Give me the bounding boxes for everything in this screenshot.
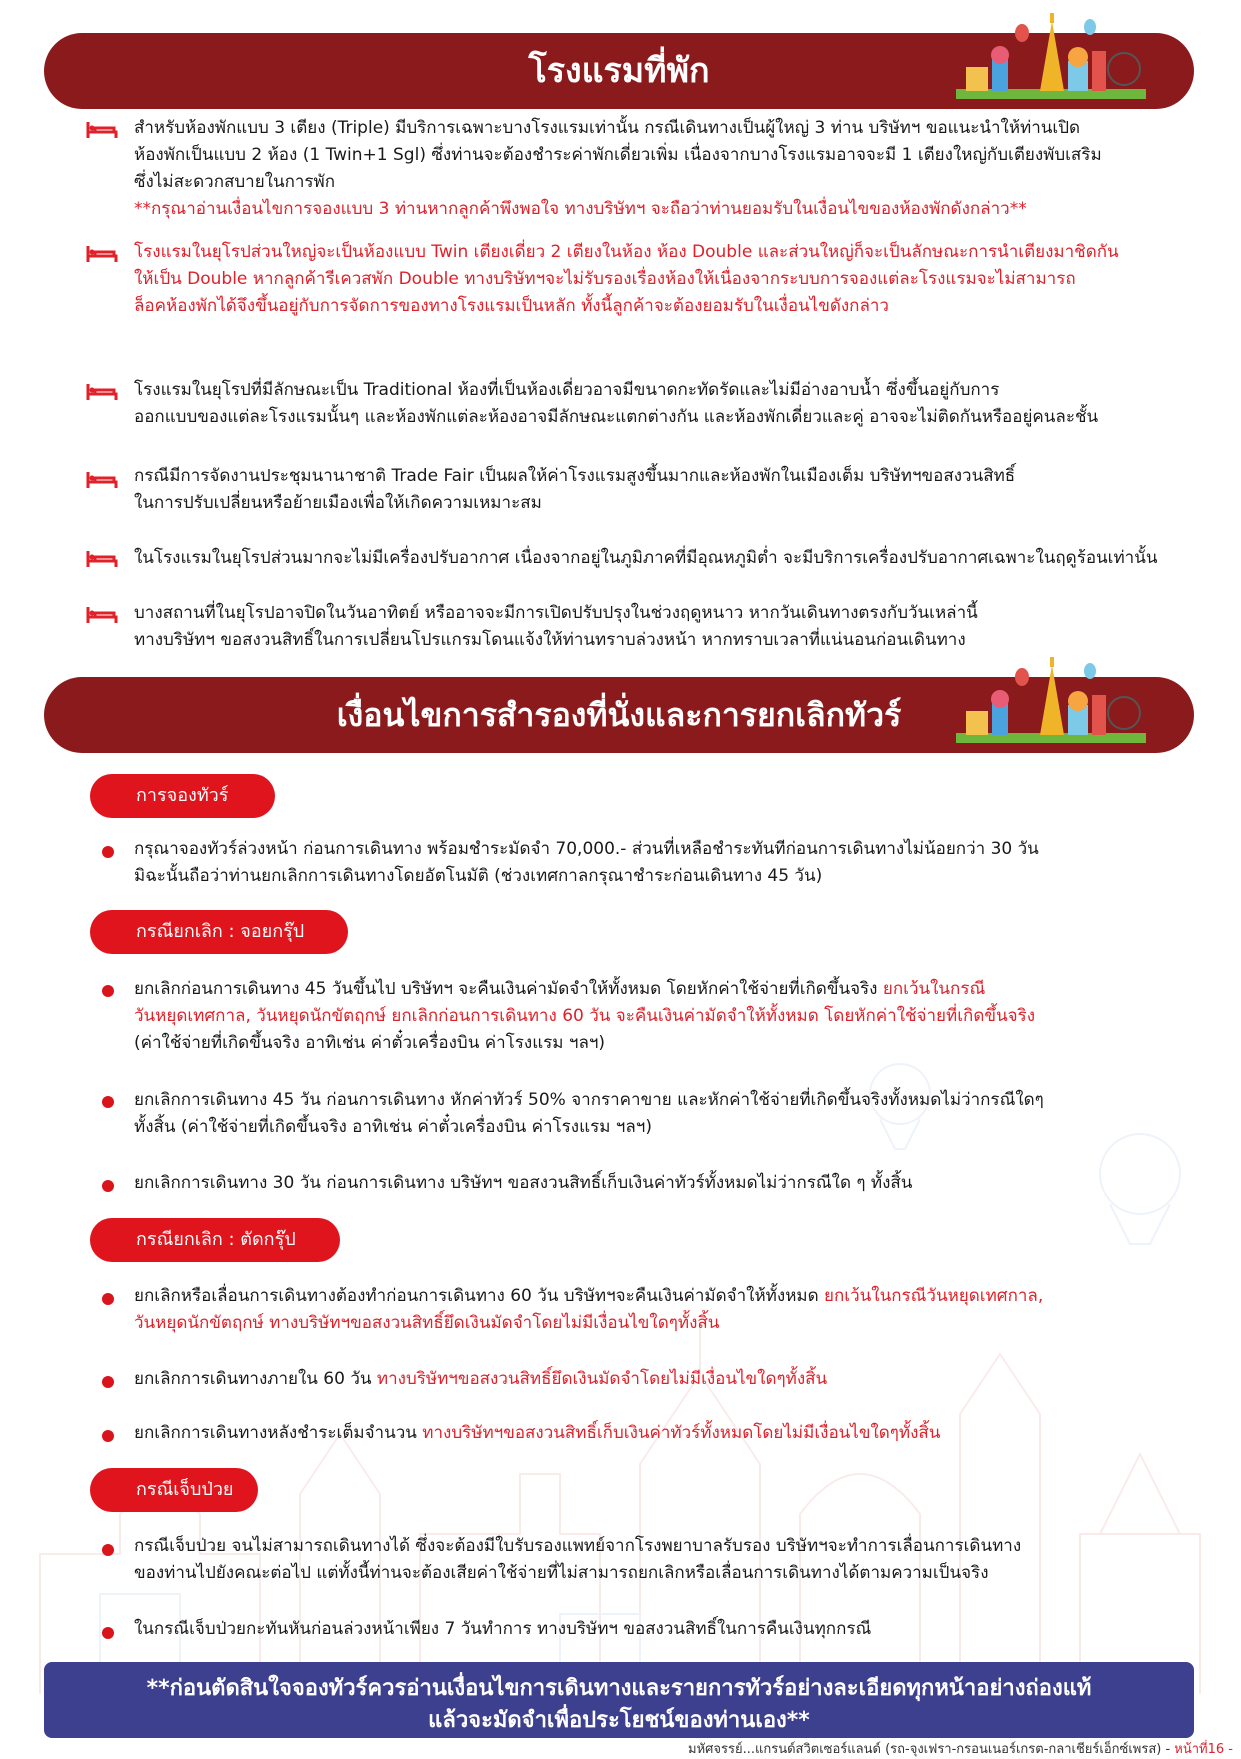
cancel-section-title: เงื่อนไขการสำรองที่นั่งและการยกเลิกทัวร์ (336, 696, 902, 734)
item-line (134, 1003, 1199, 1030)
footer-notice-line2: แล้วจะมัดจำเพื่อประโยชน์ของท่านเอง** (428, 1708, 810, 1733)
hotel-item (134, 463, 1199, 517)
hotel-section-banner (44, 33, 1194, 109)
item-text: ยกเลิกหรือเลื่อนการเดินทางต้องทำก่อนการเดินทาง 60 วัน บริษัทฯจะคืนเงินค่ามัดจำให้ทั้งหมด (134, 1286, 825, 1306)
item-line: ล็อคห้องพักได้จึงขึ้นอยู่กับการจัดการของทางโรงแรมเป็นหลัก ทั้งนี้ลูกค้าจะต้องยอมรับในเงื่อนไขดังกล่าว (134, 296, 889, 316)
hotel-item (134, 600, 1199, 654)
bullet-dot (102, 1096, 114, 1108)
item-text-highlight: ยกเว้นในกรณี (882, 979, 986, 999)
page-credit (688, 1738, 1233, 1759)
item-text: กรณีเจ็บป่วย จนไม่สามารถเดินทางได้ ซึ่งจะต้องมีใบรับรองแพทย์จากโรงพยาบาลรับรอง บริษัทฯจะทำการเลื่อนการเดินทาง (134, 1536, 1022, 1556)
bullet-dot (102, 1376, 114, 1388)
page-number: หน้าที่16 - (1174, 1742, 1233, 1757)
condition-item (134, 1087, 1199, 1141)
hotel-item (134, 239, 1199, 320)
item-line (134, 1087, 1199, 1114)
condition-item (134, 1420, 1199, 1447)
item-line: ในโรงแรมในยุโรปส่วนมากจะไม่มีเครื่องปรับอากาศ เนื่องจากอยู่ในภูมิภาคที่มีอุณหภูมิต่ำ จะมีบริการเครื่องปรับอากาศเฉพาะในฤดูร้อนเท่านั้น (134, 548, 1158, 568)
group-label-join-cancel: กรณียกเลิก : จอยกรุ๊ป (90, 910, 348, 954)
item-text-highlight: ทางบริษัทฯขอสงวนสิทธิ์ยึดเงินมัดจำโดยไม่มีเงื่อนไขใดๆทั้งสิ้น (376, 1369, 828, 1389)
bullet-dot (102, 1293, 114, 1305)
hotel-section-title: โรงแรมที่พัก (528, 51, 710, 91)
bed-icon (86, 605, 118, 625)
footer-notice-line1: **ก่อนตัดสินใจจองทัวร์ควรอ่านเงื่อนไขการเดินทางและรายการทัวร์อย่างละเอียดทุกหน้าอย่างถ่องแท้ (146, 1676, 1092, 1701)
bullet-dot (102, 1544, 114, 1556)
item-line: ออกแบบของแต่ละโรงแรมนั้นๆ และห้องพักแต่ละห้องอาจมีลักษณะแตกต่างกัน และห้องพักเดี่ยวและคู่ อาจจะไม่ติดกันหรืออยู่คนละชั้น (134, 407, 1099, 427)
item-text: ยกเลิกการเดินทางภายใน 60 วัน (134, 1369, 377, 1389)
item-text: ยกเลิกการเดินทาง 30 วัน ก่อนการเดินทาง บริษัทฯ ขอสงวนสิทธิ์เก็บเงินค่าทัวร์ทั้งหมดไม่ว่ากรณีใด ๆ ทั้งสิ้น (134, 1173, 913, 1193)
item-text: กรุณาจองทัวร์ล่วงหน้า ก่อนการเดินทาง พร้อมชำระมัดจำ 70,000.- ส่วนที่เหลือชำระทันทีก่อนการเดินทางไม่น้อยกว่า 30 วัน (134, 839, 1039, 859)
footer-notice (44, 1662, 1194, 1738)
item-text: ในกรณีเจ็บป่วยกะทันหันก่อนล่วงหน้าเพียง 7 วันทำการ ทางบริษัทฯ ขอสงวนสิทธิ์ในการคืนเงินทุกกรณี (134, 1619, 872, 1639)
item-line (134, 836, 1199, 863)
condition-item (134, 1170, 1199, 1197)
item-text: ยกเลิกการเดินทางหลังชำระเต็มจำนวน (134, 1423, 423, 1443)
item-line: ทางบริษัทฯ ขอสงวนสิทธิ์ในการเปลี่ยนโปรแกรมโดนแจ้งให้ท่านทราบล่วงหน้า หากทราบเวลาที่แน่นอนก่อนเดินทาง (134, 630, 966, 650)
item-line (134, 1533, 1199, 1560)
bed-icon (86, 120, 118, 140)
item-line (134, 976, 1199, 1003)
bullet-dot (102, 1627, 114, 1639)
bullet-dot (102, 985, 114, 997)
item-line (134, 1310, 1199, 1337)
condition-item (134, 1616, 1199, 1643)
item-text: ของท่านไปยังคณะต่อไป แต่ทั้งนี้ท่านจะต้องเสียค่าใช้จ่ายที่ไม่สามารถยกเลิกหรือเลื่อนการเดินทางได้ตามความเป็นจริง (134, 1563, 989, 1583)
group-label-illness: กรณีเจ็บป่วย (90, 1468, 258, 1512)
travel-landmarks-illustration (956, 11, 1146, 107)
item-line: โรงแรมในยุโรปที่มีลักษณะเป็น Traditional ห้องที่เป็นห้องเดี่ยวอาจมีขนาดกะทัดรัดและไม่มีอ่างอาบน้ำ ซึ่งขึ้นอยู่กับการ (134, 380, 1000, 400)
item-text: (ค่าใช้จ่ายที่เกิดขึ้นจริง อาทิเช่น ค่าตั๋วเครื่องบิน ค่าโรงแรม ฯลฯ) (134, 1033, 606, 1053)
item-text: ยกเลิกก่อนการเดินทาง 45 วันขึ้นไป บริษัทฯ จะคืนเงินค่ามัดจำให้ทั้งหมด โดยหักค่าใช้จ่ายที่เกิดขึ้นจริง (134, 979, 883, 999)
item-text-highlight: วันหยุดเทศกาล, วันหยุดนักขัตฤกษ์ ยกเลิกก่อนการเดินทาง 60 วัน จะคืนเงินค่ามัดจำให้ทั้งหมด โดยหักค่าใช้จ่ายที่เกิดขึ้นจริง (134, 1006, 1035, 1026)
item-line: โรงแรมในยุโรปส่วนใหญ่จะเป็นห้องแบบ Twin เตียงเดี่ยว 2 เตียงในห้อง ห้อง Double และส่วนใหญ่ก็จะเป็นลักษณะการนำเตียงมาชิดกัน (134, 242, 1119, 262)
bed-icon (86, 470, 118, 490)
item-text: มิฉะนั้นถือว่าท่านยกเลิกการเดินทางโดยอัตโนมัติ (ช่วงเทศกาลกรุณาชำระก่อนเดินทาง 45 วัน) (134, 866, 823, 886)
item-line: ในการปรับเปลี่ยนหรือย้ายเมืองเพื่อให้เกิดความเหมาะสม (134, 493, 542, 513)
item-text: ทั้งสิ้น (ค่าใช้จ่ายที่เกิดขึ้นจริง อาทิเช่น ค่าตั๋วเครื่องบิน ค่าโรงแรม ฯลฯ) (134, 1117, 652, 1137)
condition-item (134, 1283, 1199, 1337)
item-line: ซึ่งไม่สะดวกสบายในการพัก (134, 172, 336, 192)
item-line (134, 863, 1199, 890)
group-label-cut-cancel: กรณียกเลิก : ตัดกรุ๊ป (90, 1218, 340, 1262)
item-line (134, 1283, 1199, 1310)
item-line: **กรุณาอ่านเงื่อนไขการจองแบบ 3 ท่านหากลูกค้าพึงพอใจ ทางบริษัทฯ จะถือว่าท่านยอมรับในเงื่อนไขของห้องพักดังกล่าว** (134, 199, 1027, 219)
item-line (134, 1616, 1199, 1643)
item-text-highlight: ยกเว้นในกรณีวันหยุดเทศกาล, (824, 1286, 1044, 1306)
item-line (134, 1170, 1199, 1197)
travel-landmarks-illustration (956, 655, 1146, 751)
item-line: ห้องพักเป็นแบบ 2 ห้อง (1 Twin+1 Sgl) ซึ่งท่านจะต้องชำระค่าพักเดี่ยวเพิ่ม เนื่องจากบางโรงแรมอาจจะมี 1 เตียงใหญ่กับเตียงพับเสริม (134, 145, 1102, 165)
condition-item (134, 836, 1199, 890)
item-line: ให้เป็น Double หากลูกค้ารีเควสพัก Double ทางบริษัทฯจะไม่รับรองเรื่องห้องให้เนื่องจากระบบการจองแต่ละโรงแรมจะไม่สามารถ (134, 269, 1076, 289)
item-line (134, 1366, 1199, 1393)
item-line (134, 1030, 1199, 1057)
item-text-highlight: วันหยุดนักขัตฤกษ์ ทางบริษัทฯขอสงวนสิทธิ์ยึดเงินมัดจำโดยไม่มีเงื่อนไขใดๆทั้งสิ้น (134, 1313, 720, 1333)
bullet-dot (102, 1180, 114, 1192)
bed-icon (86, 382, 118, 402)
hotel-item (134, 377, 1199, 431)
bed-icon (86, 244, 118, 264)
item-line (134, 1114, 1199, 1141)
item-line: สำหรับห้องพักแบบ 3 เตียง (Triple) มีบริการเฉพาะบางโรงแรมเท่านั้น กรณีเดินทางเป็นผู้ใหญ่ 3 ท่าน บริษัทฯ ขอแนะนำให้ท่านเปิด (134, 118, 1081, 138)
item-text-highlight: ทางบริษัทฯขอสงวนสิทธิ์เก็บเงินค่าทัวร์ทั้งหมดโดยไม่มีเงื่อนไขใดๆทั้งสิ้น (422, 1423, 941, 1443)
bullet-dot (102, 1430, 114, 1442)
program-name: มหัศจรรย์...แกรนด์สวิตเซอร์แลนด์ (รถ-จุงเฟรา-กรอนเนอร์เกรต-กลาเชียร์เอ็กซ์เพรส) - (688, 1742, 1175, 1757)
group-label-booking: การจองทัวร์ (90, 774, 275, 818)
cancel-section-banner (44, 677, 1194, 753)
condition-item (134, 976, 1199, 1057)
condition-item (134, 1533, 1199, 1587)
condition-item (134, 1366, 1199, 1393)
item-text: ยกเลิกการเดินทาง 45 วัน ก่อนการเดินทาง หักค่าทัวร์ 50% จากราคาขาย และหักค่าใช้จ่ายที่เกิดขึ้นจริงทั้งหมดไม่ว่ากรณีใดๆ (134, 1090, 1044, 1110)
bullet-dot (102, 846, 114, 858)
item-line: บางสถานที่ในยุโรปอาจปิดในวันอาทิตย์ หรืออาจจะมีการเปิดปรับปรุงในช่วงฤดูหนาว หากวันเดินทางตรงกับวันเหล่านี้ (134, 603, 978, 623)
bed-icon (86, 549, 118, 569)
item-line (134, 1420, 1199, 1447)
item-line (134, 1560, 1199, 1587)
hotel-item (134, 545, 1199, 572)
hotel-item (134, 115, 1199, 223)
item-line: กรณีมีการจัดงานประชุมนานาชาติ Trade Fair เป็นผลให้ค่าโรงแรมสูงขึ้นมากและห้องพักในเมืองเต็ม บริษัทฯขอสงวนสิทธิ์ (134, 466, 1016, 486)
